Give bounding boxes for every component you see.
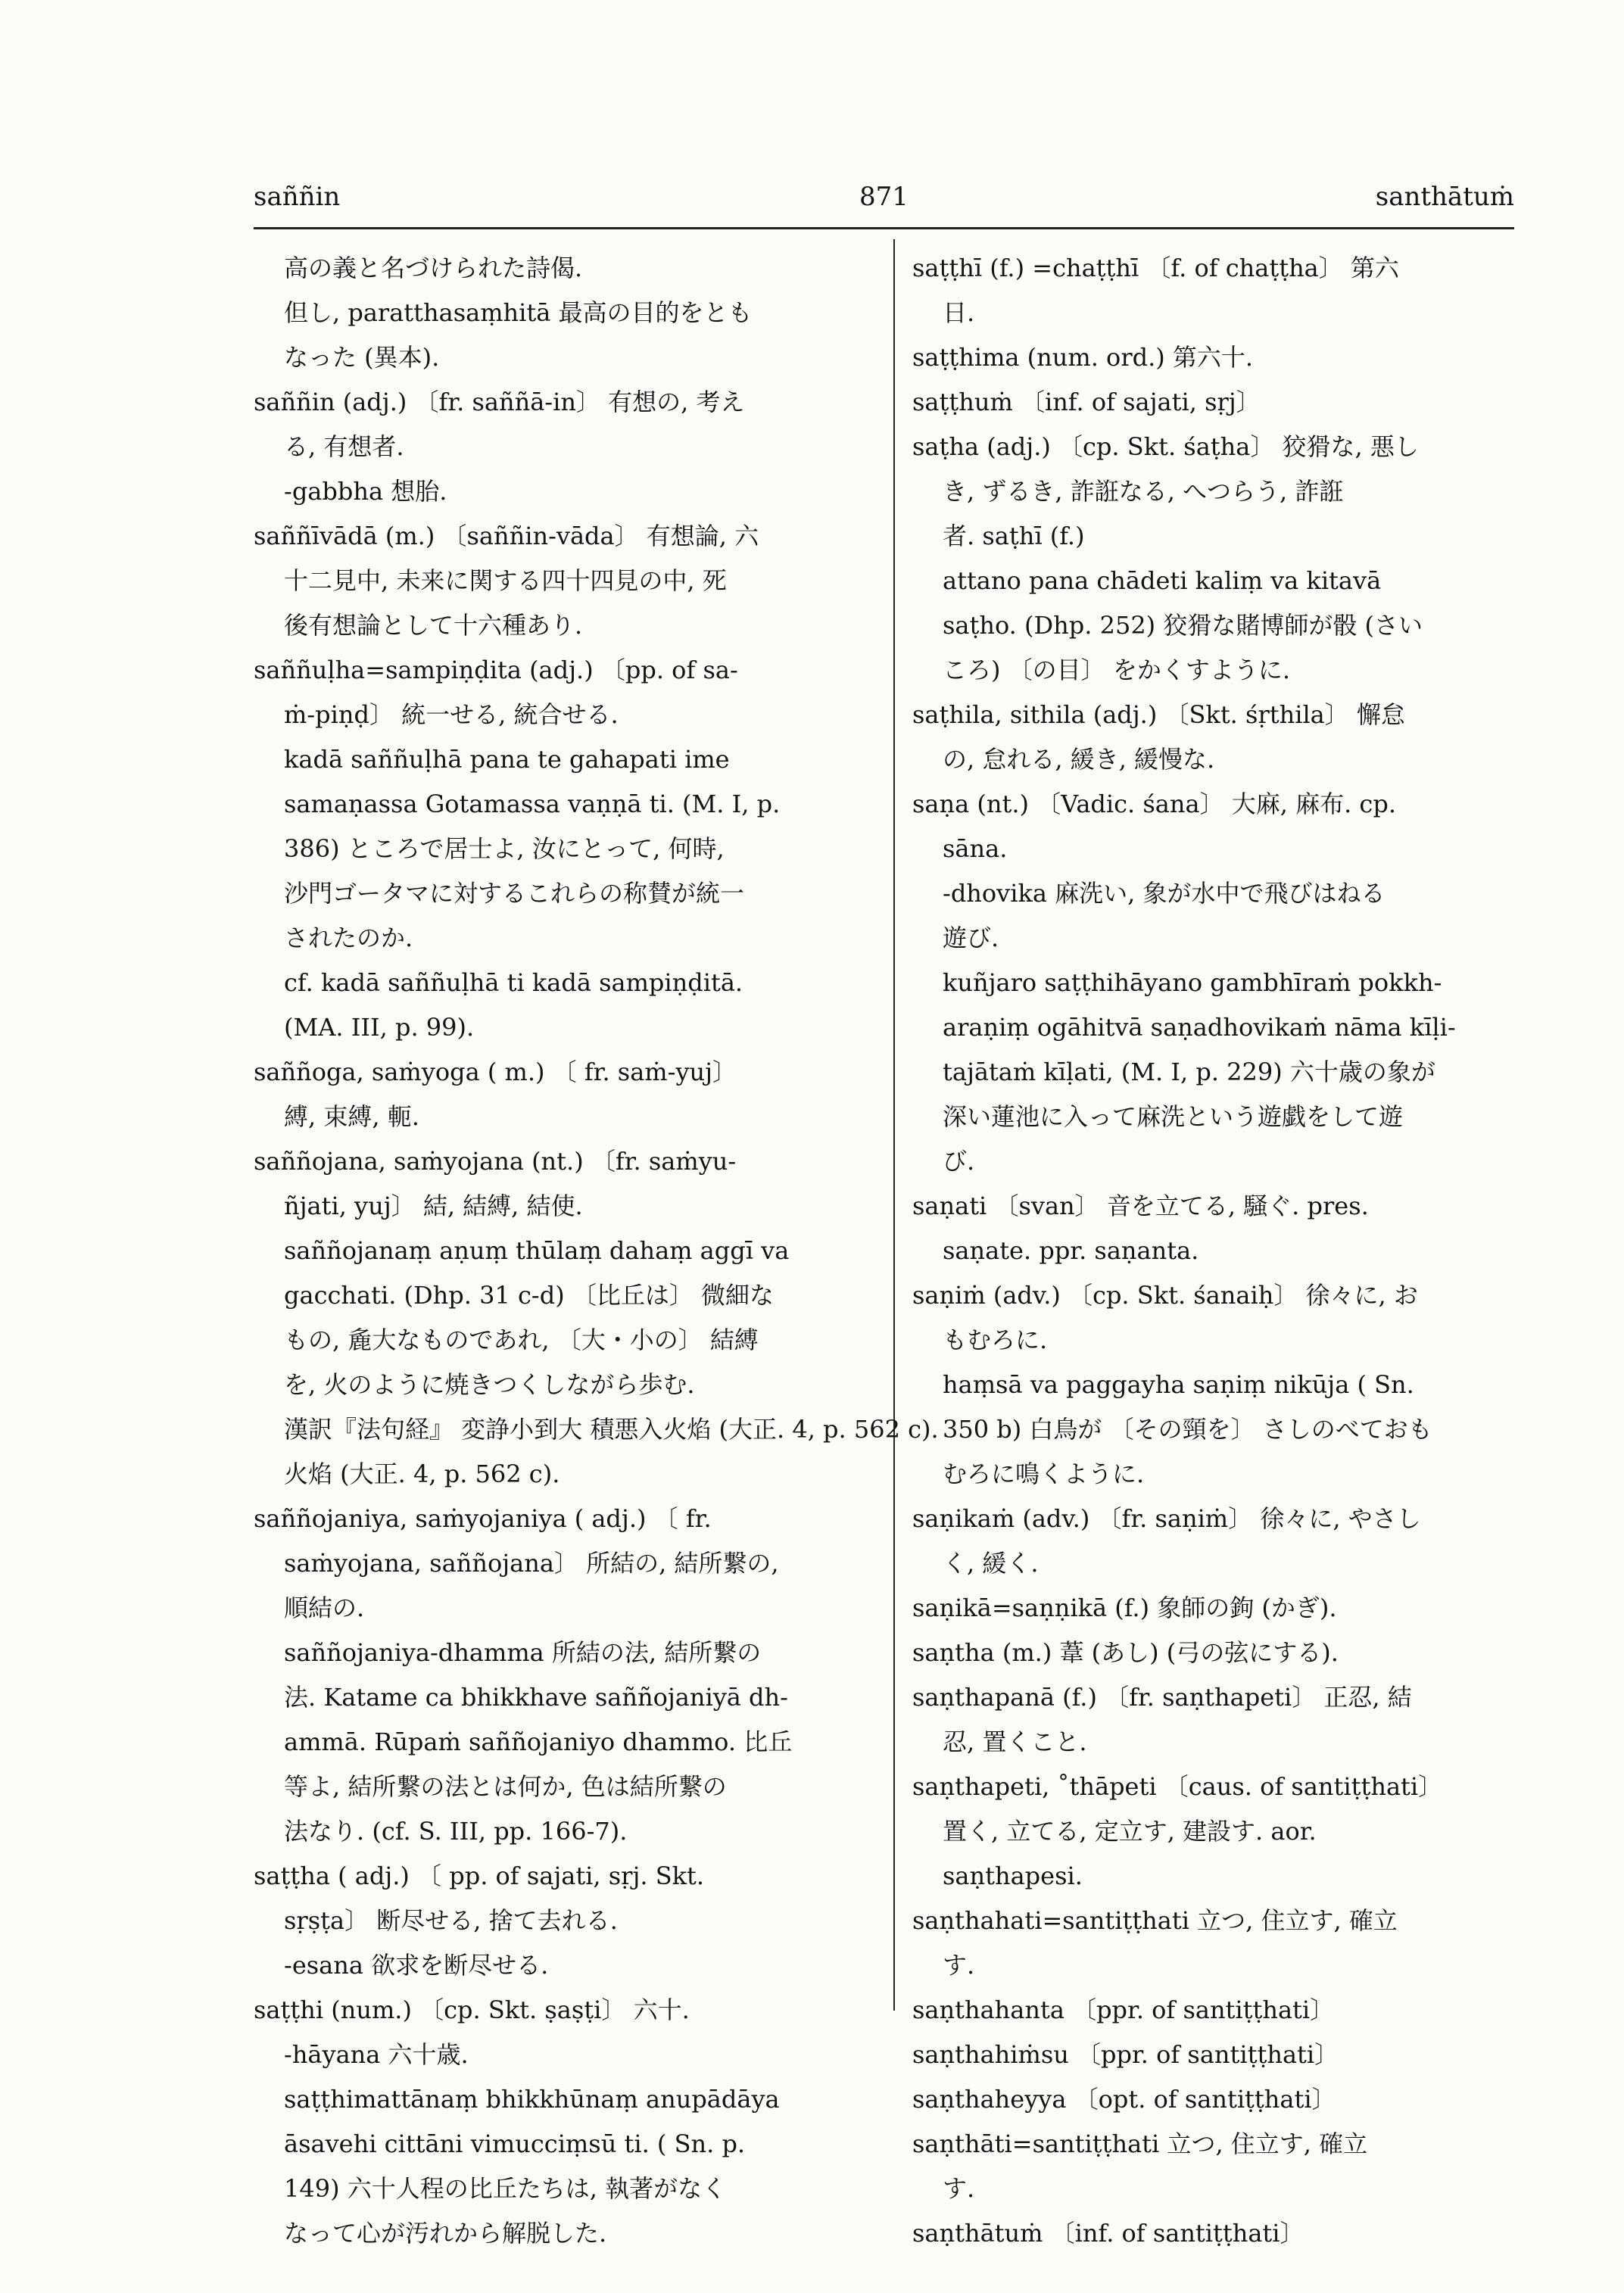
entry-headline: saññoga, saṁyoga ( m.) 〔 fr. saṁ-yuj〕 — [254, 1058, 737, 1086]
entry-headline: saṇati 〔svan〕 音を立てる, 騒ぐ. pres. — [912, 1192, 1369, 1220]
entry-continuation: ñjati, yuj〕 結, 結縛, 結使. — [284, 1192, 583, 1220]
entry-headline: saṇthātuṁ 〔inf. of santiṭṭhati〕 — [912, 2219, 1304, 2248]
entry-headline: saññojana, saṁyojana (nt.) 〔fr. saṁyu- — [254, 1147, 737, 1176]
entry-headline: saññojaniya, saṁyojaniya ( adj.) 〔 fr. — [254, 1504, 712, 1533]
entry-continuation: く, 緩く. — [943, 1549, 1039, 1578]
entry-continuation: attano pana chādeti kaliṃ va kitavā — [943, 566, 1382, 595]
entry-continuation: -dhovika 麻洗い, 象が水中で飛びはねる — [943, 879, 1386, 908]
entry-headline: saṇiṁ (adv.) 〔cp. Skt. śanaiḥ〕 徐々に, お — [912, 1281, 1418, 1310]
entry-continuation: 忍, 置くこと. — [943, 1728, 1087, 1756]
left-guide-word: saññin — [254, 182, 341, 212]
entry-continuation: 漢訳『法句経』 変諍小到大 積悪入火焰 (大正. 4, p. 562 c). — [284, 1415, 939, 1444]
entry-continuation: ṁ-piṇḍ〕 統一せる, 統合せる. — [284, 700, 619, 729]
entry-headline: saṇa (nt.) 〔Vadic. śana〕 大麻, 麻布. cp. — [912, 790, 1397, 818]
entry-continuation: saññojaniya-dhamma 所結の法, 結所繋の — [284, 1638, 762, 1667]
entry-continuation: āsavehi cittāni vimucciṃsū ti. ( Sn. p. — [284, 2129, 746, 2158]
entry-headline: saññin (adj.) 〔fr. saññā-in〕 有想の, 考え — [254, 388, 745, 416]
entry-continuation: 149) 六十人程の比丘たちは, 執著がなく — [284, 2174, 727, 2203]
entry-continuation: tajātaṁ kīḷati, (M. I, p. 229) 六十歳の象が — [943, 1058, 1435, 1086]
entry-continuation: 高の義と名づけられた詩偈. — [284, 254, 583, 282]
column-divider — [893, 239, 895, 2011]
page-number: 871 — [859, 182, 909, 212]
entry-continuation: samaṇassa Gotamassa vaṇṇā ti. (M. I, p. — [284, 790, 781, 818]
entry-headline: saṇthaheyya 〔opt. of santiṭṭhati〕 — [912, 2085, 1336, 2114]
entry-headline: saññuḷha=sampiṇḍita (adj.) 〔pp. of sa- — [254, 656, 738, 684]
entry-continuation: araṇiṃ ogāhitvā saṇadhovikaṁ nāma kīḷi- — [943, 1013, 1456, 1042]
entry-headline: saṇthapanā (f.) 〔fr. saṇthapeti〕 正忍, 結 — [912, 1683, 1412, 1712]
entry-continuation: 縛, 束縛, 軛. — [284, 1102, 419, 1131]
entry-headline: saṭha (adj.) 〔cp. Skt. śaṭha〕 狡猾な, 悪し — [912, 432, 1419, 461]
entry-continuation: 遊び. — [943, 924, 999, 952]
entry-headline: saṇthapeti, ˚thāpeti 〔caus. of santiṭṭhati〕 — [912, 1772, 1443, 1801]
entry-headline: saṭṭhima (num. ord.) 第六十. — [912, 343, 1254, 372]
entry-continuation: す. — [943, 2174, 975, 2203]
entry-continuation: 日. — [943, 298, 975, 327]
right-column — [912, 246, 1518, 2256]
entry-headline: saṭṭhi (num.) 〔cp. Skt. ṣaṣṭi〕 六十. — [254, 1995, 690, 2024]
entry-continuation: なって心が汚れから解脱した. — [284, 2219, 607, 2248]
entry-headline: saṭṭhuṁ 〔inf. of sajati, sṛj〕 — [912, 388, 1261, 416]
entry-continuation: 等よ, 結所繋の法とは何か, 色は結所繋の — [284, 1772, 727, 1801]
entry-continuation: る, 有想者. — [284, 432, 404, 461]
entry-continuation: 火焰 (大正. 4, p. 562 c). — [284, 1460, 560, 1488]
entry-continuation: -hāyana 六十歳. — [284, 2040, 469, 2069]
entry-headline: saṇthahati=santiṭṭhati 立つ, 住立す, 確立 — [912, 1906, 1398, 1935]
entry-continuation: び. — [943, 1147, 975, 1176]
entry-continuation: もむろに. — [943, 1326, 1048, 1354]
entry-continuation: むろに鳴くように. — [943, 1460, 1145, 1488]
entry-continuation: -gabbha 想胎. — [284, 477, 447, 506]
left-column — [254, 246, 939, 2256]
entry-continuation: saṁyojana, saññojana〕 所結の, 結所繋の, — [284, 1549, 779, 1578]
entry-continuation: 後有想論として十六種あり. — [284, 611, 583, 640]
entry-continuation: saṭho. (Dhp. 252) 狡猾な賭博師が骰 (さい — [943, 611, 1423, 640]
entry-continuation: 沙門ゴータマに対するこれらの称賛が統一 — [284, 879, 745, 908]
entry-continuation: saññojanaṃ aṇuṃ thūlaṃ dahaṃ aggī va — [284, 1236, 790, 1265]
entry-continuation: 置く, 立てる, 定立す, 建設す. aor. — [943, 1817, 1317, 1846]
running-header — [254, 182, 1514, 227]
entry-continuation: sṛṣṭa〕 断尽せる, 捨て去れる. — [284, 1906, 618, 1935]
entry-headline: saṇtha (m.) 葦 (あし) (弓の弦にする). — [912, 1638, 1339, 1667]
entry-continuation: 十二見中, 未来に関する四十四見の中, 死 — [284, 566, 727, 595]
entry-continuation: 順結の. — [284, 1594, 365, 1622]
header-rule — [254, 227, 1514, 229]
right-guide-word: santhātuṁ — [1375, 182, 1514, 212]
entry-headline: saṇthahiṁsu 〔ppr. of santiṭṭhati〕 — [912, 2040, 1339, 2069]
entry-continuation: gacchati. (Dhp. 31 c-d) 〔比丘は〕 微細な — [284, 1281, 775, 1310]
entry-continuation: 350 b) 白鳥が 〔その頸を〕 さしのべておも — [943, 1415, 1432, 1444]
entry-continuation: 法なり. (cf. S. III, pp. 166-7). — [284, 1817, 628, 1846]
entry-continuation: ammā. Rūpaṁ saññojaniyo dhammo. 比丘 — [284, 1728, 793, 1756]
entry-continuation: saṇthapesi. — [943, 1862, 1083, 1890]
entry-continuation: -esana 欲求を断尽せる. — [284, 1951, 549, 1980]
entry-continuation: kadā saññuḷhā pana te gahapati ime — [284, 745, 730, 774]
entry-headline: saṭṭhī (f.) =chaṭṭhī 〔f. of chaṭṭha〕 第六 — [912, 254, 1399, 282]
entry-continuation: 但し, paratthasaṃhitā 最高の目的をとも — [284, 298, 753, 327]
entry-headline: saṇikā=saṇṇikā (f.) 象師の鉤 (かぎ). — [912, 1594, 1337, 1622]
entry-headline: saṇthahanta 〔ppr. of santiṭṭhati〕 — [912, 1995, 1335, 2024]
entry-continuation: saṭṭhimattānaṃ bhikkhūnaṃ anupādāya — [284, 2085, 780, 2114]
entry-continuation: もの, 麁大なものであれ, 〔大・小の〕 結縛 — [284, 1326, 759, 1354]
entry-headline: saṭhila, sithila (adj.) 〔Skt. śṛthila〕 懈怠 — [912, 700, 1405, 729]
entry-headline: saññīvādā (m.) 〔saññin-vāda〕 有想論, 六 — [254, 522, 759, 550]
entry-continuation: ころ) 〔の目〕 をかくすように. — [943, 656, 1291, 684]
entry-continuation: (MA. III, p. 99). — [284, 1013, 475, 1042]
entry-continuation: 386) ところで居士よ, 汝にとって, 何時, — [284, 834, 725, 863]
entry-headline: saṭṭha ( adj.) 〔 pp. of sajati, sṛj. Skt. — [254, 1862, 705, 1890]
entry-continuation: saṇate. ppr. saṇanta. — [943, 1236, 1199, 1265]
entry-continuation: されたのか. — [284, 924, 413, 952]
entry-headline: saṇthāti=santiṭṭhati 立つ, 住立す, 確立 — [912, 2129, 1368, 2158]
entry-continuation: 深い蓮池に入って麻洗という遊戯をして遊 — [943, 1102, 1404, 1131]
entry-continuation: の, 怠れる, 緩き, 緩慢な. — [943, 745, 1215, 774]
entry-continuation: 法. Katame ca bhikkhave saññojaniyā dh- — [284, 1683, 788, 1712]
entry-continuation: kuñjaro saṭṭhihāyano gambhīraṁ pokkh- — [943, 968, 1442, 997]
entry-continuation: す. — [943, 1951, 975, 1980]
entry-continuation: き, ずるき, 詐誑なる, へつらう, 詐誑 — [943, 477, 1344, 506]
entry-continuation: haṃsā va paggayha saṇiṃ nikūja ( Sn. — [943, 1370, 1414, 1399]
entry-continuation: なった (異本). — [284, 343, 440, 372]
entry-continuation: 者. saṭhī (f.) — [943, 522, 1085, 550]
entry-headline: saṇikaṁ (adv.) 〔fr. saṇiṁ〕 徐々に, やさし — [912, 1504, 1421, 1533]
entry-continuation: sāna. — [943, 834, 1008, 863]
entry-continuation: を, 火のように焼きつくしながら歩む. — [284, 1370, 695, 1399]
entry-continuation: cf. kadā saññuḷhā ti kadā sampiṇḍitā. — [284, 968, 743, 997]
